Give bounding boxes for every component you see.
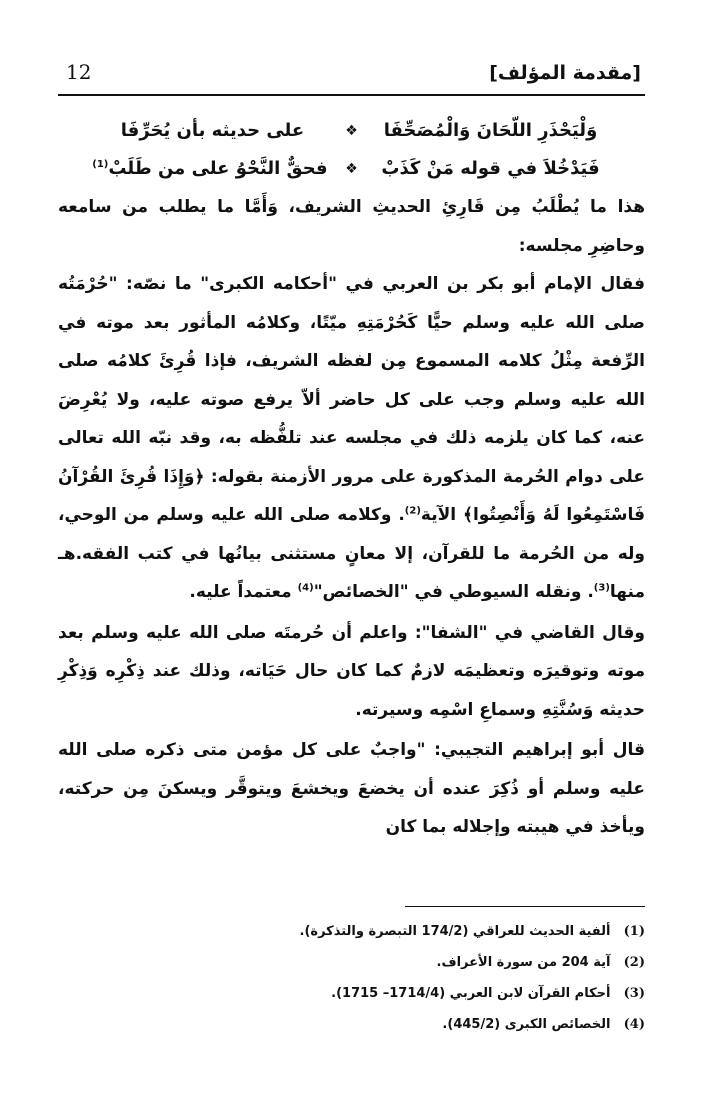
footnote-text: الخصائص الكبرى (445/2). <box>442 1017 611 1032</box>
verse-first-hemistich: وَلْيَحْذَرِ اللّحَانَ وَالْمُصَحِّفَا <box>383 119 598 141</box>
footnote-number: (3) <box>623 986 645 1001</box>
footnote-ref: (1) <box>92 158 109 170</box>
paragraph-text: فقال الإمام أبو بكر بن العربي في "أحكامه الكبرى" ما نصّه: "حُرْمَتُه صلى الله عليه وسلم حيًّا كَحُرْمَتِهِ ميّتًا، وكلامُه المأثور بعد موته في الرِّفعة مِثْلُ كلامه المسموع مِن لفظه الشريف، فإذا قُرِئَ كلامُه صلى الله عليه وسلم وجب على كل حاضر ألاّ يرفع صوته عليه، ولا يُعْرِضَ عنه، كما كان يلزمه ذلك في مجلسه عند تلفُّظه به، وقد نبّه الله تعالى على دوام الحُرمة المذكورة على مرور الأزمنة بقوله: ﴿وَإِذَا قُرِئَ القُرْآنُ فَاسْتَمِعُوا لَهُ وَأَنْصِتُوا﴾ الآية <box>58 274 645 525</box>
footnote-ref: (3) <box>593 582 610 594</box>
running-title: [مقدمة المؤلف] <box>489 62 641 84</box>
paragraph-text: وقال القاضي في "الشفا": واعلم أن حُرمتَه صلى الله عليه وسلم بعد موته وتوقيرَه وتعظيمَه لازمٌ كما كان حال حَيَاته، وذلك عند ذِكْرِه وَذِكْرِ حديثه وَسُنَّتِهِ وسماعِ اسْمِه وسيرته. <box>58 622 645 720</box>
poem-verse <box>58 112 645 150</box>
footnote-ref: (4) <box>297 582 314 594</box>
footnote-number: (1) <box>623 924 645 939</box>
footnote <box>58 978 645 1009</box>
header-rule <box>58 94 645 96</box>
footnote-text: ألفية الحديث للعراقي (174/2 التبصرة والتذكرة). <box>299 924 611 939</box>
paragraph-text: قال أبو إبراهيم التجيبي: "واجبٌ على كل مؤمن متى ذكره صلى الله عليه وسلم أو ذُكِرَ عنده أن يخضعَ ويخشعَ ويتوقَّر ويسكنَ مِن حركته، ويأخذ في هيبته وإجلاله بما كان <box>58 740 645 837</box>
paragraph-text: . وكلامه صلى الله عليه وسلم من الوحي، وله من الحُرمة ما للقرآن، إلا معانٍ مستثنى بيانُها في كتب الفقه.هـ منها <box>58 505 645 602</box>
main-text <box>58 112 645 847</box>
footnote-text: أحكام القرآن لابن العربي (1714/4– 1715). <box>331 986 611 1001</box>
verse-second-text: فحقٌّ النَّحْوُ على من طَلَبْ <box>108 157 328 179</box>
page-header <box>58 56 645 96</box>
paragraph <box>58 265 645 612</box>
verse-second-hemistich: على حديثه بأن يُحَرِّفَا <box>120 119 305 141</box>
footnote <box>58 1009 645 1040</box>
verse-divider-icon: ❖ <box>345 122 358 139</box>
footnote-text: آية 204 من سورة الأعراف. <box>436 955 611 970</box>
page-number: 12 <box>66 60 92 84</box>
footnote-number: (2) <box>623 955 645 970</box>
footnote-ref: (2) <box>404 505 421 517</box>
footnote <box>58 947 645 978</box>
poem <box>58 112 645 188</box>
footnote <box>58 916 645 947</box>
paragraph-text: . ونقله السيوطي في "الخصائص" <box>313 582 594 602</box>
paragraph-text: معتمداً عليه. <box>189 582 298 602</box>
verse-divider-icon: ❖ <box>345 160 358 177</box>
paragraph <box>58 188 645 265</box>
footnotes <box>58 916 645 1040</box>
paragraph <box>58 614 645 730</box>
footnote-separator <box>405 906 645 907</box>
verse-first-hemistich: فَيَدْخُلاَ في قوله مَنْ كَذَبْ <box>381 157 600 179</box>
verse-second-hemistich <box>92 150 328 189</box>
paragraph <box>58 731 645 847</box>
paragraph-text: هذا ما يُطْلَبُ مِن قَارِئِ الحديثِ الشريف، وَأَمَّا ما يطلب من سامعه وحاضِرِ مجلسه: <box>58 197 645 256</box>
poem-verse <box>58 150 645 188</box>
footnote-number: (4) <box>623 1017 645 1032</box>
